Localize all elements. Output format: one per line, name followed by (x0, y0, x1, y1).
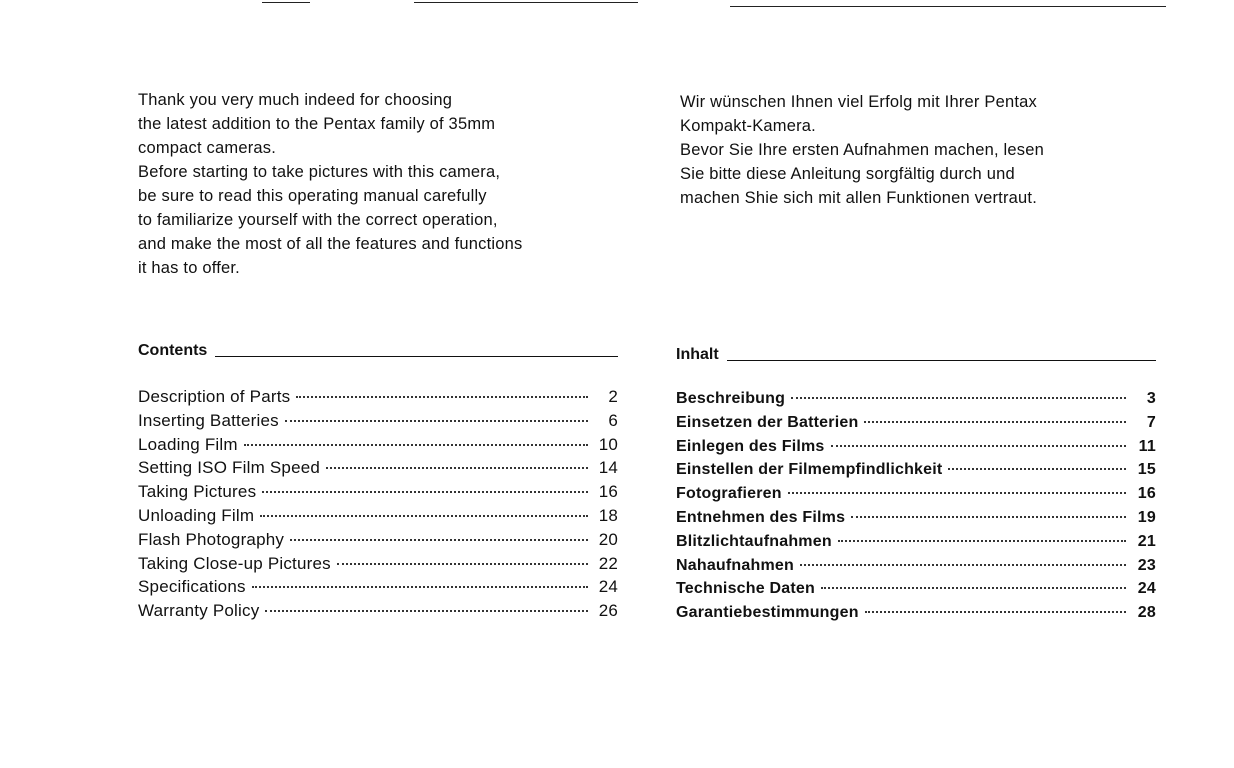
toc-page: 7 (1146, 413, 1156, 431)
toc-page: 16 (598, 482, 618, 502)
toc-title: Warranty Policy (138, 601, 260, 621)
toc-page: 11 (1138, 437, 1156, 455)
intro-line: compact cameras. (138, 139, 276, 157)
toc-page: 6 (608, 410, 618, 430)
intro-line: machen Shie sich mit allen Funktionen vertraut. (680, 189, 1037, 207)
toc-title: Description of Parts (138, 387, 291, 406)
toc-title: Taking Pictures (138, 482, 257, 502)
toc-title: Fotografieren (676, 485, 782, 503)
toc-page: 14 (598, 458, 618, 478)
toc-entry[interactable] (138, 387, 618, 411)
toc-title: Einlegen des Films (676, 437, 825, 455)
dot-leader (285, 420, 588, 422)
toc-title: Setting ISO Film Speed (138, 458, 321, 478)
toc-title: Taking Close-up Pictures (138, 553, 331, 573)
toc-entry[interactable] (138, 435, 618, 459)
inhalt-heading (676, 346, 1156, 364)
top-rule-3 (730, 6, 1166, 7)
dot-leader (244, 444, 588, 446)
toc-title: Nahaufnahmen (676, 556, 794, 574)
dot-leader (260, 515, 588, 517)
toc-entry[interactable] (138, 411, 618, 435)
inhalt-heading-label: Inhalt (676, 346, 719, 363)
toc-entry[interactable] (676, 557, 1156, 581)
german-column (680, 90, 1160, 210)
toc-page: 22 (598, 553, 618, 573)
dot-leader (864, 421, 1126, 423)
contents-heading-label: Contents (138, 342, 208, 359)
toc-title: Unloading Film (138, 505, 255, 525)
toc-entry[interactable] (676, 533, 1156, 557)
dot-leader (265, 610, 588, 612)
intro-line: to familiarize yourself with the correct operation, (138, 211, 498, 229)
dot-leader (252, 586, 588, 588)
dot-leader (788, 492, 1126, 494)
toc-title: Einsetzen der Batterien (676, 413, 859, 431)
toc-page: 15 (1137, 461, 1156, 479)
toc-title: Entnehmen des Films (676, 508, 846, 526)
toc-entry[interactable] (138, 506, 618, 530)
english-intro (138, 88, 618, 280)
toc-entry[interactable] (138, 530, 618, 554)
contents-list (138, 387, 618, 625)
toc-entry[interactable] (676, 604, 1156, 628)
intro-line: be sure to read this operating manual carefully (138, 187, 487, 205)
toc-page: 28 (1137, 604, 1156, 622)
toc-title: Technische Daten (676, 580, 815, 598)
top-rule-1 (262, 2, 310, 3)
toc-page: 19 (1137, 508, 1156, 526)
toc-title: Loading Film (138, 434, 238, 454)
intro-line: Sie bitte diese Anleitung sorgfältig durch und (680, 165, 1015, 183)
heading-underline (727, 360, 1156, 361)
toc-title: Flash Photography (138, 529, 285, 549)
toc-entry[interactable] (138, 554, 618, 578)
toc-entry[interactable] (676, 414, 1156, 438)
toc-title: Specifications (138, 577, 246, 597)
intro-line: the latest addition to the Pentax family of 35mm (138, 115, 496, 133)
toc-title: Inserting Batteries (138, 410, 279, 430)
english-contents (138, 342, 618, 625)
toc-title: Blitzlichtaufnahmen (676, 532, 832, 550)
toc-page: 2 (608, 387, 618, 406)
dot-leader (337, 563, 588, 565)
toc-entry[interactable] (676, 580, 1156, 604)
english-column (138, 88, 618, 280)
dot-leader (838, 540, 1126, 542)
dot-leader (326, 467, 588, 469)
intro-line: Bevor Sie Ihre ersten Aufnahmen machen, lesen (680, 141, 1044, 159)
intro-line: it has to offer. (138, 259, 240, 277)
toc-entry[interactable] (138, 482, 618, 506)
toc-entry[interactable] (138, 601, 618, 625)
dot-leader (865, 611, 1126, 613)
toc-page: 18 (598, 505, 618, 525)
toc-title: Einstellen der Filmempfindlichkeit (676, 461, 943, 479)
dot-leader (851, 516, 1126, 518)
german-intro (680, 90, 1160, 210)
intro-line: Kompakt-Kamera. (680, 117, 816, 135)
toc-entry[interactable] (676, 390, 1156, 414)
contents-heading (138, 342, 618, 360)
dot-leader (800, 564, 1126, 566)
toc-entry[interactable] (138, 577, 618, 601)
toc-page: 16 (1137, 485, 1156, 503)
toc-page: 26 (598, 601, 618, 621)
dot-leader (821, 587, 1126, 589)
german-contents (676, 346, 1156, 628)
toc-page: 3 (1146, 390, 1156, 407)
intro-line: Before starting to take pictures with this camera, (138, 163, 501, 181)
dot-leader (262, 491, 588, 493)
toc-page: 10 (598, 434, 618, 454)
dot-leader (948, 468, 1126, 470)
dot-leader (791, 397, 1126, 399)
toc-entry[interactable] (676, 509, 1156, 533)
toc-entry[interactable] (676, 461, 1156, 485)
toc-entry[interactable] (676, 438, 1156, 462)
toc-entry[interactable] (138, 458, 618, 482)
toc-page: 24 (1137, 580, 1156, 598)
toc-title: Garantiebestimmungen (676, 604, 859, 622)
toc-page: 21 (1137, 532, 1156, 550)
intro-line: Wir wünschen Ihnen viel Erfolg mit Ihrer Pentax (680, 93, 1037, 111)
toc-entry[interactable] (676, 485, 1156, 509)
dot-leader (831, 445, 1126, 447)
intro-line: Thank you very much indeed for choosing (138, 91, 453, 109)
intro-line: and make the most of all the features and functions (138, 235, 523, 253)
dot-leader (296, 396, 588, 398)
toc-page: 20 (598, 529, 618, 549)
top-rule-2 (414, 2, 638, 3)
dot-leader (290, 539, 588, 541)
inhalt-list (676, 390, 1156, 628)
toc-page: 24 (598, 577, 618, 597)
toc-page: 23 (1137, 556, 1156, 574)
toc-title: Beschreibung (676, 390, 786, 407)
heading-underline (215, 356, 618, 357)
